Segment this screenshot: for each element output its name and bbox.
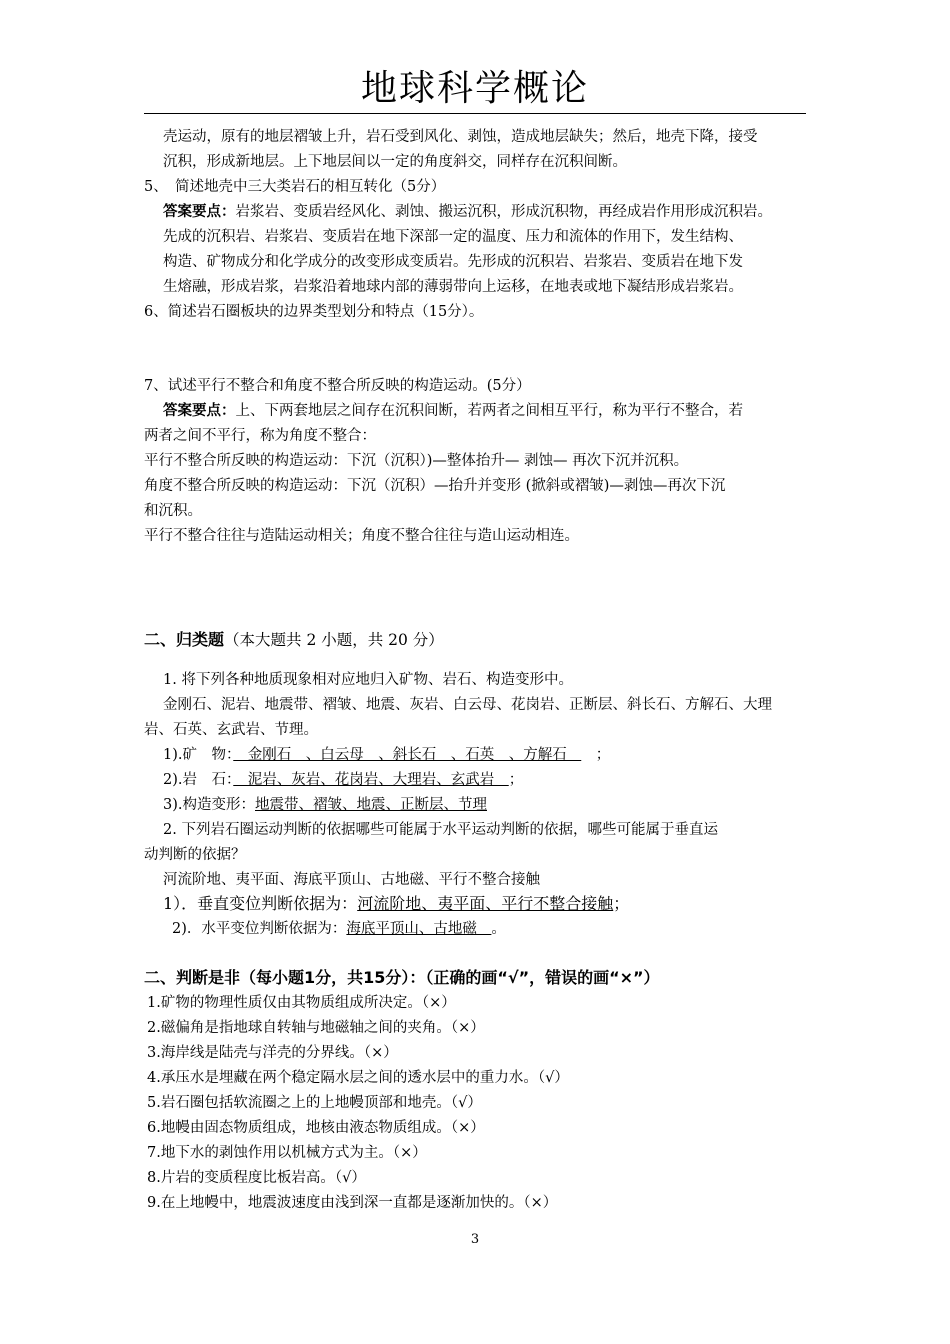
classify-q1-line: 岩、石英、玄武岩、节理。 <box>144 722 318 738</box>
answer-5-line <box>163 201 843 223</box>
page-title: 地球科学概论 <box>360 68 589 109</box>
answer-rocks-tail: ； <box>508 772 524 788</box>
answer-5-line: 先成的沉积岩、岩浆岩、变质岩在地下深部一定的温度、压力和流体的作用下，发生结构、 <box>163 229 743 245</box>
answer-7-line: 平行不整合所反映的构造运动：下沉（沉积）)—整体抬升— 剥蚀— 再次下沉并沉积。 <box>144 453 689 469</box>
true-false-item: 6.地幔由固态物质组成，地核由液态物质组成。（×） <box>147 1120 485 1136</box>
true-false-item: 1.矿物的物理性质仅由其物质组成所决定。（×） <box>147 995 456 1011</box>
continuation-line: 沉积，形成新地层。上下地层间以一定的角度斜交，同样存在沉积间断。 <box>163 154 627 170</box>
true-false-item: 5.岩石圈包括软流圈之上的上地幔顶部和地壳。（√） <box>147 1095 482 1111</box>
answer-7-line <box>163 400 843 422</box>
question-6: 6、简述岩石圈板块的边界类型划分和特点（15分）。 <box>144 304 484 320</box>
answer-5-line: 构造、矿物成分和化学成分的改变形成变质岩。先形成的沉积岩、岩浆岩、变质岩在地下发 <box>163 254 743 270</box>
answer-7-line: 角度不整合所反映的构造运动：下沉（沉积）—抬升并变形 (掀斜或褶皱)—剥蚀—再次下沉 <box>144 478 726 494</box>
answer-rocks-value: 泥岩、灰岩、花岗岩、大理岩、玄武岩 <box>233 772 509 788</box>
answer-7-line: 平行不整合往往与造陆运动相关；角度不整合往往与造山运动相连。 <box>144 528 579 544</box>
answer-text: 上、下两套地层之间存在沉积间断，若两者之间相互平行，称为平行不整合，若 <box>235 403 743 419</box>
answer-minerals <box>163 744 843 766</box>
answer-structures-label: 3).构造变形： <box>163 797 255 813</box>
answer-rocks-label: 2).岩 石： <box>163 772 234 788</box>
answer-text: 岩浆岩、变质岩经风化、剥蚀、搬运沉积，形成沉积物，再经成岩作用形成沉积岩。 <box>235 204 772 220</box>
answer-horizontal <box>172 918 852 940</box>
continuation-line: 壳运动，原有的地层褶皱上升，岩石受到风化、剥蚀，造成地层缺失；然后，地壳下降，接受 <box>163 129 758 145</box>
true-false-item: 7.地下水的剥蚀作用以机械方式为主。（×） <box>147 1145 427 1161</box>
question-5: 5、 简述地壳中三大类岩石的相互转化（5分） <box>144 179 446 195</box>
section-heading-note: （本大题共 2 小题，共 20 分） <box>224 631 444 649</box>
answer-7-line: 和沉积。 <box>144 503 202 519</box>
true-false-item: 9.在上地幔中，地震波速度由浅到深一直都是逐渐加快的。（×） <box>147 1195 558 1211</box>
true-false-item: 4.承压水是埋藏在两个稳定隔水层之间的透水层中的重力水。（√） <box>147 1070 569 1086</box>
answer-minerals-label: 1).矿 物： <box>163 747 234 763</box>
answer-horizontal-value: 海底平顶山、古地磁 <box>346 921 492 937</box>
answer-vertical-label: 1）．垂直变位判断依据为： <box>163 894 358 913</box>
question-7: 7、试述平行不整合和角度不整合所反映的构造运动。(5分） <box>144 378 531 394</box>
page-number: 3 <box>470 1232 480 1247</box>
answer-5-line: 生熔融，形成岩浆，岩浆沿着地球内部的薄弱带向上运移，在地表或地下凝结形成岩浆岩。 <box>163 279 743 295</box>
classify-q2-line: 2. 下列岩石圈运动判断的依据哪些可能属于水平运动判断的依据，哪些可能属于垂直运 <box>163 822 718 838</box>
header-rule <box>144 113 806 114</box>
classify-q2-line: 动判断的依据？ <box>144 847 246 863</box>
section-heading-text: 二、归类题 <box>144 630 225 649</box>
true-false-item: 3.海岸线是陆壳与洋壳的分界线。（×） <box>147 1045 398 1061</box>
answer-label: 答案要点： <box>163 402 236 419</box>
true-false-item: 2.磁偏角是指地球自转轴与地磁轴之间的夹角。（×） <box>147 1020 485 1036</box>
answer-7-line: 两者之间不平行，称为角度不整合： <box>144 428 376 444</box>
answer-vertical-tail: ； <box>613 894 630 913</box>
answer-horizontal-tail: 。 <box>491 921 506 937</box>
classify-q2-line: 河流阶地、夷平面、海底平顶山、古地磁、平行不整合接触 <box>163 872 540 888</box>
answer-structures-value: 地震带、褶皱、地震、正断层、节理 <box>255 797 487 813</box>
answer-minerals-value: 金刚石 、白云母 、斜长石 、石英 、方解石 <box>233 747 582 763</box>
classify-q1-line: 1. 将下列各种地质现象相对应地归入矿物、岩石、构造变形中。 <box>163 672 573 688</box>
answer-rocks <box>163 769 843 791</box>
true-false-item: 8.片岩的变质程度比板岩高。（√） <box>147 1170 366 1186</box>
answer-vertical <box>163 893 843 915</box>
answer-label: 答案要点： <box>163 203 236 220</box>
classify-q1-line: 金刚石、泥岩、地震带、褶皱、地震、灰岩、白云母、花岗岩、正断层、斜长石、方解石、大理 <box>163 697 772 713</box>
section-heading-classification <box>144 629 824 651</box>
answer-minerals-tail: ； <box>581 747 611 763</box>
answer-horizontal-label: 2)．水平变位判断依据为： <box>172 921 347 937</box>
section-heading-true-false: 二、判断是非（每小题1分，共15分）：（正确的画“√”，错误的画“×”） <box>144 968 660 987</box>
answer-structures <box>163 794 843 816</box>
answer-vertical-value: 河流阶地、夷平面、平行不整合接触 <box>357 894 614 913</box>
